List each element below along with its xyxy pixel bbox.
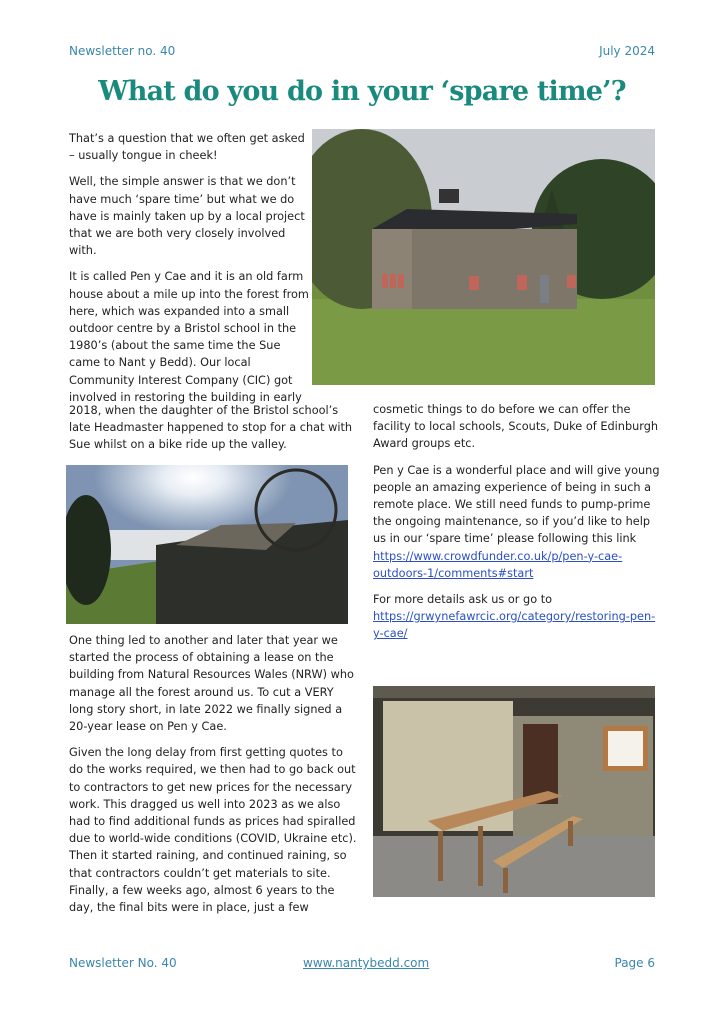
- paragraph-cosmetic: cosmetic things to do before we can offer the facility to local schools, Scouts, Duke of Edinburgh Award groups etc.: [373, 403, 659, 451]
- crowdfunder-link[interactable]: https://www.crowdfunder.co.uk/p/pen-y-cae-outdoors-1/comments#start: [373, 549, 623, 580]
- misty-valley-photo-image: [66, 465, 348, 624]
- paragraph-lease: One thing led to another and later that year we started the process of obtaining a lease on the building from Natural Resources Wales (NRW) who manage all the forest around us. To cut a VERY long story short, in late 2022 we finally signed a 20-year lease on Pen y Cae.: [69, 634, 354, 734]
- paragraph-more-details: [373, 591, 663, 643]
- header-newsletter-number: Newsletter no. 40: [69, 44, 176, 58]
- funds-text: Pen y Cae is a wonderful place and will give young people an amazing experience of being in such a remote place. We still need funds to pump-prime the ongoing maintenance, so if you’d like to help us in our ‘spare time’ please following this link: [373, 463, 660, 546]
- footer-page-number: Page 6: [614, 956, 655, 970]
- paragraph-funds: [373, 462, 663, 582]
- interior-photo-image: [373, 686, 655, 897]
- grwynefawr-link[interactable]: https://grwynefawrcic.org/category/restoring-pen-y-cae/: [373, 610, 656, 641]
- paragraph-pen-y-cae-b: 2018, when the daughter of the Bristol school’s late Headmaster happened to stop for a chat with Sue whilst on a bike ride up the valley.: [69, 404, 353, 452]
- article-column-left-top: [69, 130, 309, 406]
- paragraph-pen-y-cae-a: It is called Pen y Cae and it is an old farm house about a mile up into the forest from here, which was expanded into a small outdoor centre by a Bristol school in the 1980’s (about the same time the Sue came to Nant y Bedd). Our local Community Interest Company (CIC) got involved in restoring the building in early: [69, 270, 309, 404]
- header-date: July 2024: [599, 44, 655, 58]
- footer-newsletter-number: Newsletter No. 40: [69, 956, 177, 970]
- page-title: What do you do in your ‘spare time’?: [98, 76, 626, 107]
- photo-misty-valley: [66, 465, 348, 624]
- article-column-right: [373, 401, 663, 652]
- article-column-left-bottom: [69, 632, 359, 925]
- paragraph-delay: Given the long delay from first getting quotes to do the works required, we then had to go back out to contractors to get new prices for the necessary work. This dragged us well into 2023 as we also had to find additional funds as prices had spiralled due to world-wide conditions (COVID, Ukraine etc). Then it started raining, and continued raining, so that contractors couldn’t get materials to site. Finally, a few weeks ago, almost 6 years to the day, the final bits were in place, just a few: [69, 746, 357, 915]
- photo-interior: [373, 686, 655, 897]
- photo-exterior: [312, 129, 655, 385]
- more-details-text: For more details ask us or go to: [373, 593, 553, 607]
- paragraph-intro: That’s a question that we often get asked – usually tongue in cheek!: [69, 132, 305, 163]
- farmhouse-photo-image: [312, 129, 655, 385]
- article-column-left-wide: [69, 402, 359, 463]
- footer-website-link[interactable]: www.nantybedd.com: [303, 956, 430, 970]
- paragraph-simple-answer: Well, the simple answer is that we don’t have much ‘spare time’ but what we do have is mainly taken up by a local project that we are both very closely involved with.: [69, 175, 305, 258]
